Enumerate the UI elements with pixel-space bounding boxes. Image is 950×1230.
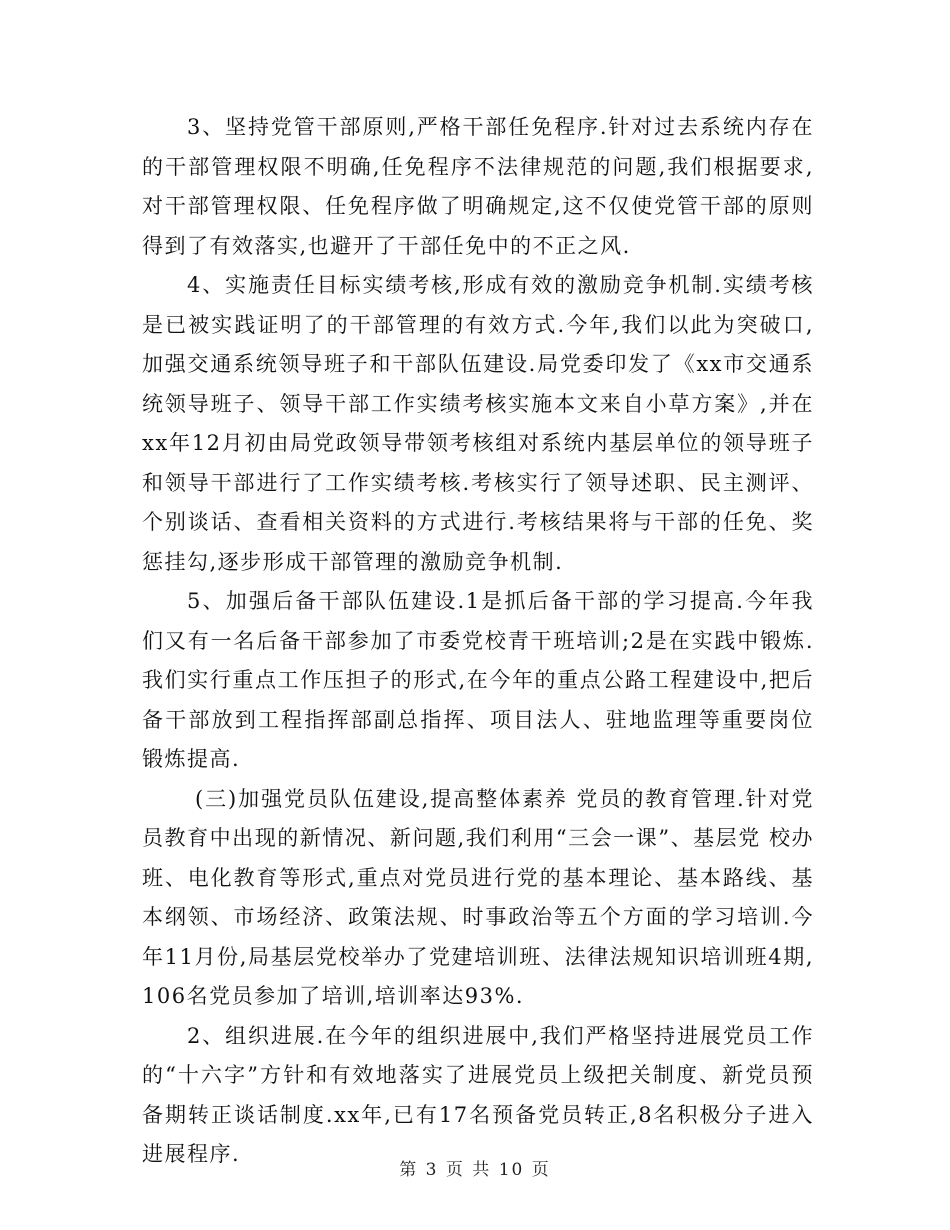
paragraph-organization-development: 2、组织进展.在今年的组织进展中,我们严格坚持进展党员工作的“十六字”方针和有效地落实了进展党员上级把关制度、新党员预备期转正谈话制度.xx年,已有17名预备党员转正,8名积极分子进入进展程序. bbox=[142, 1023, 814, 1166]
paragraph-reserve-cadres: 5、加强后备干部队伍建设.1是抓后备干部的学习提高.今年我们又有一名后备干部参加了市委党校青干班培训;2是在实践中锻炼.我们实行重点工作压担子的形式,在今年的重点公路工程建设中,把后备干部放到工程指挥部副总指挥、项目法人、驻地监理等重要岗位锻炼提高. bbox=[142, 589, 814, 771]
paragraph-cadre-principle: 3、坚持党管干部原则,严格干部任免程序.针对过去系统内存在的干部管理权限不明确,任免程序不法律规范的问题,我们根据要求,对干部管理权限、任免程序做了明确规定,这不仅使党管干部的原则得到了有效落实,也避开了干部任免中的不正之风. bbox=[142, 115, 814, 258]
document-body bbox=[142, 108, 814, 1175]
page-number-footer: 第 3 页 共 10 页 bbox=[399, 1160, 551, 1180]
paragraph-party-member-education: (三)加强党员队伍建设,提高整体素养 党员的教育管理.针对党员教育中出现的新情况、新问题,我们利用“三会一课”、基层党 校办班、电化教育等形式,重点对党员进行党的基本理论、基本路线、基本纲领、市场经济、政策法规、时事政治等五个方面的学习培训.今年11月份,局基层党校举办了党建培训班、法律法规知识培训班4期,106名党员参加了培训,培训率达93%. bbox=[142, 786, 814, 1008]
paragraph-performance-assessment: 4、实施责任目标实绩考核,形成有效的激励竞争机制.实绩考核是已被实践证明了的干部管理的有效方式.今年,我们以此为突破口,加强交通系统领导班子和干部队伍建设.局党委印发了《xx市交通系统领导班子、领导干部工作实绩考核实施本文来自小草方案》,并在xx年12月初由局党政领导带领考核组对系统内基层单位的领导班子和领导干部进行了工作实绩考核.考核实行了领导述职、民主测评、个别谈话、查看相关资料的方式进行.考核结果将与干部的任免、奖惩挂勾,逐步形成干部管理的激励竞争机制. bbox=[142, 273, 814, 574]
